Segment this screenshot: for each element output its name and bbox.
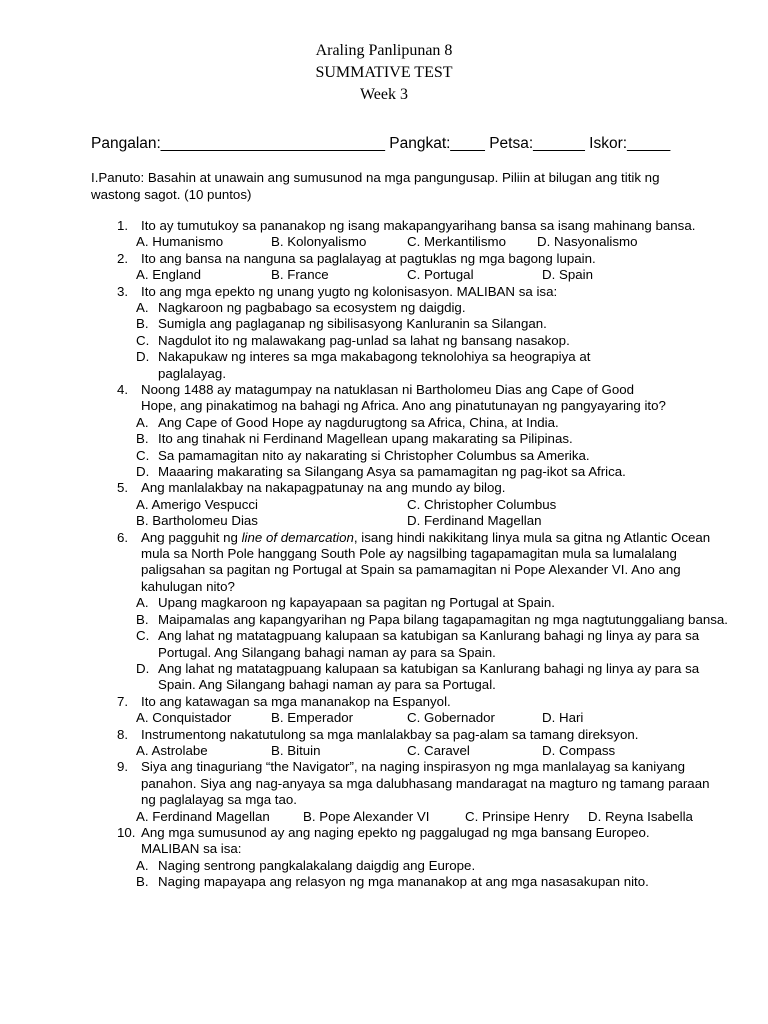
option-d: D. Nasyonalismo [537, 234, 638, 250]
question-number: 7. [117, 693, 129, 709]
question-text: Ang manlalakbay na nakapagpatunay na ang mundo ay bilog. [141, 480, 506, 496]
week-label: Week 3 [359, 86, 409, 103]
option-c: C. Ang lahat ng matatagpuang kalupaan sa katubigan sa Kanlurang bahagi ng linya ay para sa Portugal. Ang Silangang bahagi naman ay para sa Spain. [136, 628, 700, 660]
question-10 [0, 825, 768, 891]
question-number: 3. [117, 283, 129, 299]
question-list [0, 218, 768, 891]
option-d: D. Nakapukaw ng interes sa mga makabagong teknolohiya sa heograpiya at paglalayag. [136, 349, 591, 381]
option-a: A. Upang magkaroon ng kapayapaan sa pagitan ng Portugal at Spain. [136, 595, 555, 611]
option-b: B. Emperador [271, 710, 354, 726]
option-a: A. England [136, 267, 202, 283]
option-c: C. Sa pamamagitan nito ay nakarating si Christopher Columbus sa Amerika. [136, 447, 590, 463]
option-b: B. Bartholomeu Dias [136, 513, 258, 529]
question-1 [0, 218, 768, 251]
student-info-line: Pangalan:__________________________ Pangkat:____ Petsa:______ Iskor:_____ [91, 135, 671, 152]
option-b: B. Naging mapayapa ang relasyon ng mga mananakop at ang mga nasasakupan nito. [136, 874, 649, 890]
document-header [0, 40, 768, 106]
options-row [0, 234, 768, 250]
options-grid [0, 497, 768, 530]
question-text: Ang mga sumusunod ay ang naging epekto ng paggalugad ng mga bansang Europeo. MALIBAN sa isa: [141, 824, 650, 857]
question-5 [0, 480, 768, 529]
option-c: C. Gobernador [407, 710, 495, 726]
option-a: A. Nagkaroon ng pagbabago sa ecosystem ng daigdig. [136, 300, 466, 315]
options-row [0, 809, 768, 825]
question-text: Ito ay tumutukoy sa pananakop ng isang makapangyarihang bansa sa isang mahinang bansa. [141, 218, 696, 233]
question-text: Ito ang bansa na nanguna sa paglalayag at pagtuklas ng mga bagong lupain. [141, 250, 596, 266]
question-number: 6. [117, 529, 129, 545]
question-number: 8. [117, 726, 129, 742]
question-number: 10. [117, 824, 136, 840]
option-c: C. Prinsipe Henry [465, 808, 570, 824]
question-text: Ito ang katawagan sa mga mananakop na Espanyol. [141, 693, 451, 709]
option-d: D. Hari [542, 710, 584, 726]
option-a: A. Astrolabe [136, 742, 208, 758]
option-c: C. Merkantilismo [407, 234, 507, 250]
question-7 [0, 694, 768, 727]
option-a: A. Ferdinand Magellan [136, 808, 270, 824]
question-8 [0, 727, 768, 760]
options-row [0, 710, 768, 726]
option-d: D. Spain [542, 267, 593, 283]
question-number: 2. [117, 250, 129, 266]
question-3 [0, 284, 768, 382]
question-4 [0, 382, 768, 480]
question-text: Siya ang tinaguriang “the Navigator”, na naging inspirasyon ng mga manlalayag sa kaniyang panahon. Siya ang nag-anyaya sa mga dalubhasang mandaragat na magturo ng tamang paraan ng paglalayag sa mga tao. [141, 759, 710, 808]
option-b: B. Bituin [271, 742, 321, 758]
option-a: A. Ang Cape of Good Hope ay nagdurugtong sa Africa, China, at India. [136, 414, 559, 430]
question-number: 1. [117, 218, 129, 233]
question-6 [0, 530, 768, 694]
option-a: A. Humanismo [136, 234, 224, 250]
options-row [0, 267, 768, 283]
question-text: Noong 1488 ay matagumpay na natuklasan ni Bartholomeu Dias ang Cape of Good Hope, ang pinakatimog na bahagi ng Africa. Ano ang pinatutunayan ng pangyayaring ito? [141, 382, 666, 414]
option-c: C. Portugal [407, 267, 474, 283]
question-9 [0, 759, 768, 825]
question-number: 5. [117, 480, 129, 496]
question-text: Ang pagguhit ng line of demarcation, isang hindi nakikitang linya mula sa gitna ng Atlantic Ocean mula sa North Pole hanggang South Pole ay nagsilbing tagapamagitan mula sa lumalalang paligsahan sa pagitan ng Portugal at Spain sa pamamagitan ni Pope Alexander VI. Ano ang kahulugan nito? [141, 529, 711, 594]
option-c: C. Caravel [407, 742, 470, 758]
option-b: B. Kolonyalismo [271, 234, 367, 250]
test-title: SUMMATIVE TEST [315, 64, 453, 81]
option-d: D. Maaaring makarating sa Silangang Asya sa pamamagitan ng pag-ikot sa Africa. [136, 464, 626, 480]
instructions: I.Panuto: Basahin at unawain ang sumusunod na mga pangungusap. Piliin at bilugan ang titik ng wastong sagot. (10 puntos) [91, 170, 660, 202]
question-text: Instrumentong nakatutulong sa mga manlalakbay sa pag-alam sa tamang direksyon. [141, 726, 639, 742]
option-d: D. Reyna Isabella [588, 808, 693, 824]
option-d: D. Compass [542, 742, 616, 758]
subject-title: Araling Panlipunan 8 [315, 42, 453, 59]
option-d: D. Ang lahat ng matatagpuang kalupaan sa katubigan sa Kanlurang bahagi ng linya ay para sa Spain. Ang Silangang bahagi naman ay para sa Portugal. [136, 660, 700, 693]
option-b: B. France [271, 267, 329, 283]
question-text: Ito ang mga epekto ng unang yugto ng kolonisasyon. MALIBAN sa isa: [141, 283, 558, 299]
question-2 [0, 251, 768, 284]
option-a: A. Amerigo Vespucci [136, 496, 258, 512]
option-a: A. Naging sentrong pangkalakalang daigdig ang Europe. [136, 857, 476, 873]
question-number: 4. [117, 382, 129, 398]
italic-term: line of demarcation [241, 529, 354, 545]
option-d: D. Ferdinand Magellan [407, 513, 542, 529]
option-b: B. Sumigla ang paglaganap ng sibilisasyong Kanluranin sa Silangan. [136, 316, 547, 332]
options-row [0, 743, 768, 759]
option-c: C. Christopher Columbus [407, 496, 557, 512]
option-b: B. Maipamalas ang kapangyarihan ng Papa bilang tagapamagitan ng mga nagtutunggaliang bansa. [136, 611, 728, 627]
option-b: B. Ito ang tinahak ni Ferdinand Magellean upang makarating sa Pilipinas. [136, 431, 573, 447]
option-b: B. Pope Alexander VI [303, 808, 430, 824]
option-a: A. Conquistador [136, 710, 232, 726]
option-c: C. Nagdulot ito ng malawakang pag-unlad sa lahat ng bansang nasakop. [136, 332, 570, 348]
question-number: 9. [117, 759, 129, 775]
